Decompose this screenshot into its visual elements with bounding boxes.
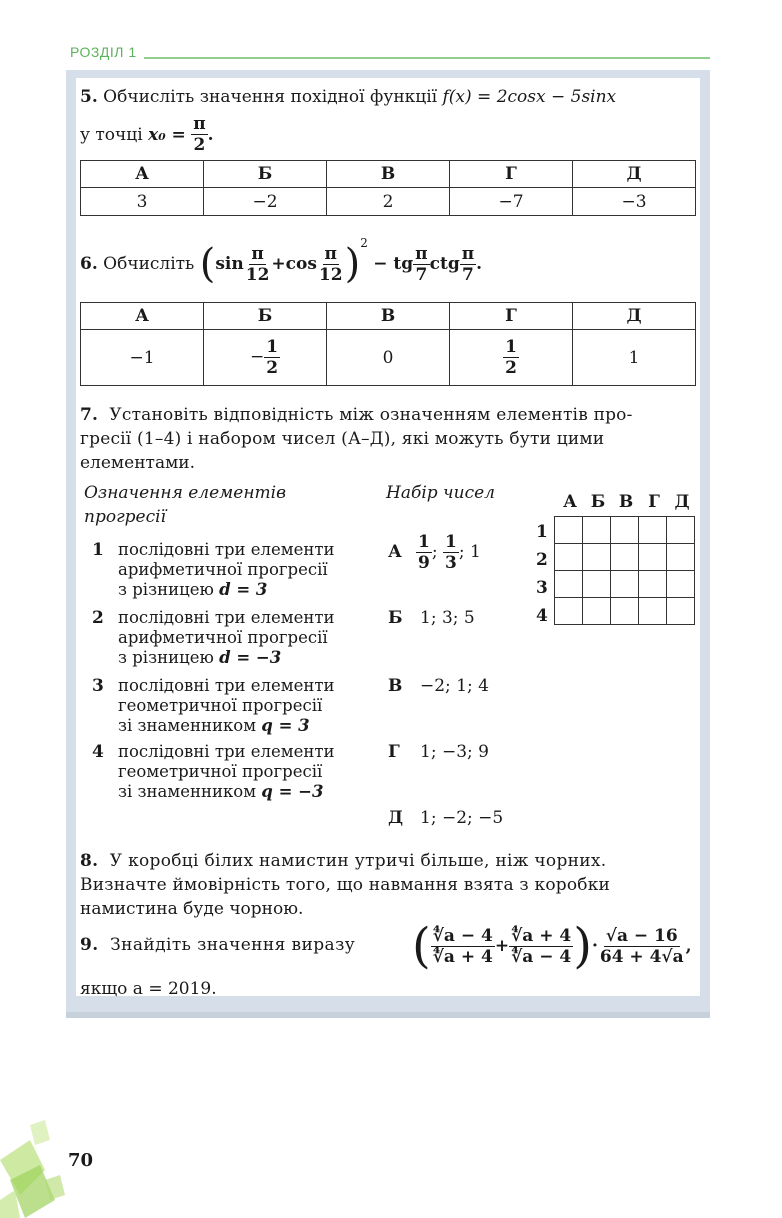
grid-col-e: Д xyxy=(674,492,690,512)
grid-col-c: В xyxy=(618,492,634,512)
task7-col1-title-2: прогресії xyxy=(84,507,166,527)
task7-item-4: послідовні три елементи геометричної прогресії зі знаменником q = −3 xyxy=(118,742,335,801)
grid-col-b: Б xyxy=(590,492,606,512)
task5-answer-c: 2 xyxy=(327,188,450,216)
task6-answer-b: − $\frac{1}{2}$ xyxy=(204,330,327,386)
task9-line1: 9. Знайдіть значення виразу xyxy=(80,935,356,955)
task6-line: 6. Обчисліть ( sin $\frac{\pi}{12}$ + cos $\frac{\pi}{12}$ ) $^2$ − tg $\frac{\pi}{7}$ ctg $\frac{\pi}{7}$ . xyxy=(80,236,483,287)
task5-header-a: А xyxy=(81,161,204,188)
header-rule xyxy=(144,57,710,59)
grid-cell[interactable] xyxy=(639,571,667,598)
task7-line2: гресії (1–4) і набором чисел (А–Д), які можуть бути цими xyxy=(80,429,605,449)
task7-set-e-letter: Д xyxy=(388,808,404,828)
task7-set-c-value: −2; 1; 4 xyxy=(420,676,489,696)
grid-cell[interactable] xyxy=(555,544,583,571)
task6-header-e: Д xyxy=(573,303,696,330)
task5-x0: x₀ = xyxy=(148,124,186,145)
task7-set-b-letter: Б xyxy=(388,608,403,628)
task5-number: 5. xyxy=(80,87,98,107)
task6-answer-e: 1 xyxy=(573,330,696,386)
grid-cell[interactable] xyxy=(611,598,639,625)
task7-col1-title-1: Означення елементів xyxy=(84,483,286,503)
section-label: РОЗДІЛ 1 xyxy=(70,44,137,60)
task5-answer-e: −3 xyxy=(573,188,696,216)
grid-cell[interactable] xyxy=(667,571,695,598)
task7-set-b-value: 1; 3; 5 xyxy=(420,608,475,628)
task6-answer-c: 0 xyxy=(327,330,450,386)
leaf-decoration-icon xyxy=(0,1120,70,1218)
task7-set-e-value: 1; −2; −5 xyxy=(420,808,504,828)
task7-item-1-number: 1 xyxy=(92,540,104,560)
grid-row-1: 1 xyxy=(536,522,548,542)
grid-cell[interactable] xyxy=(639,598,667,625)
grid-cell[interactable] xyxy=(555,571,583,598)
task6-answer-d: $\frac{1}{2}$ xyxy=(450,330,573,386)
grid-cell[interactable] xyxy=(555,598,583,625)
grid-cell[interactable] xyxy=(583,571,611,598)
task6-left-paren: ( xyxy=(199,241,216,287)
grid-col-a: А xyxy=(563,492,577,512)
grid-cell[interactable] xyxy=(555,517,583,544)
task5-line1 xyxy=(80,86,616,108)
grid-cell[interactable] xyxy=(583,598,611,625)
grid-cell[interactable] xyxy=(639,544,667,571)
task5-header-b: Б xyxy=(204,161,327,188)
panel-shadow xyxy=(66,1012,710,1018)
task7-set-a-letter: А xyxy=(388,542,402,562)
task5-answer-table xyxy=(80,160,696,216)
task6-text: Обчисліть xyxy=(103,254,195,274)
task5-line2: у точці x₀ = $\frac{\pi}{2}$ . xyxy=(80,114,214,155)
task7-item-3: послідовні три елементи геометричної прогресії зі знаменником q = 3 xyxy=(118,676,335,735)
task9-condition: якщо a = 2019. xyxy=(80,979,217,999)
task6-header-b: Б xyxy=(204,303,327,330)
task9-expression: ( $\frac{∜a - 4}{∜a + 4}$ + $\frac{∜a + 4}{∜a - 4}$ ) · $\frac{√a - 16}{64 + 4√a}$ , xyxy=(412,918,692,974)
task6-header-a: А xyxy=(81,303,204,330)
task6-right-paren: ) xyxy=(344,241,361,287)
task8-line3: намистина буде чорною. xyxy=(80,899,304,919)
task5-header-c: В xyxy=(327,161,450,188)
task7-number: 7. xyxy=(80,405,99,425)
grid-row-3: 3 xyxy=(536,578,548,598)
task5-answer-d: −7 xyxy=(450,188,573,216)
task7-line1: 7. Установіть відповідність між означенням елементів про- xyxy=(80,405,633,425)
task8-number: 8. xyxy=(80,851,99,871)
task6-number: 6. xyxy=(80,254,98,274)
task7-answer-grid xyxy=(554,516,695,625)
grid-cell[interactable] xyxy=(639,517,667,544)
page-number: 70 xyxy=(68,1150,94,1171)
task7-set-c-letter: В xyxy=(388,676,403,696)
task6-answer-a: −1 xyxy=(81,330,204,386)
grid-cell[interactable] xyxy=(667,544,695,571)
task7-set-a-value: $\frac{1}{9}$ ; $\frac{1}{3}$ ; 1 xyxy=(418,531,481,573)
task9-number: 9. xyxy=(80,935,99,955)
task7-line3: елементами. xyxy=(80,453,196,473)
task7-item-4-number: 4 xyxy=(92,742,104,762)
grid-row-4: 4 xyxy=(536,606,548,626)
task6-header-c: В xyxy=(327,303,450,330)
task7-item-2: послідовні три елементи арифметичної прогресії з різницею d = −3 xyxy=(118,608,335,667)
task8-line2: Визначте ймовірність того, що навмання взята з коробки xyxy=(80,875,611,895)
grid-cell[interactable] xyxy=(667,598,695,625)
grid-row-2: 2 xyxy=(536,550,548,570)
grid-cell[interactable] xyxy=(667,517,695,544)
grid-cell[interactable] xyxy=(583,517,611,544)
task6-header-d: Г xyxy=(450,303,573,330)
task5-point-prefix: у точці xyxy=(80,124,143,145)
grid-cell[interactable] xyxy=(583,544,611,571)
task5-header-e: Д xyxy=(573,161,696,188)
grid-col-d: Г xyxy=(648,492,660,512)
task5-answer-a: 3 xyxy=(81,188,204,216)
task6-answer-table xyxy=(80,302,696,386)
task8-line1: 8. У коробці білих намистин утричі більше, ніж чорних. xyxy=(80,851,607,871)
grid-cell[interactable] xyxy=(611,571,639,598)
task7-col2-title: Набір чисел xyxy=(386,483,495,503)
task5-header-d: Г xyxy=(450,161,573,188)
grid-cell[interactable] xyxy=(611,544,639,571)
task5-answer-b: −2 xyxy=(204,188,327,216)
task7-item-1: послідовні три елементи арифметичної прогресії з різницею d = 3 xyxy=(118,540,335,599)
task5-function: f(x) = 2cosx − 5sinx xyxy=(442,87,617,107)
task5-text: Обчисліть значення похідної функції xyxy=(103,87,438,107)
task7-item-3-number: 3 xyxy=(92,676,104,696)
grid-cell[interactable] xyxy=(611,517,639,544)
task7-set-d-letter: Г xyxy=(388,742,400,762)
section-header xyxy=(70,44,710,64)
task7-set-d-value: 1; −3; 9 xyxy=(420,742,489,762)
task7-item-2-number: 2 xyxy=(92,608,104,628)
task5-pi-over-2: $\frac{\pi}{2}$ xyxy=(193,114,206,155)
